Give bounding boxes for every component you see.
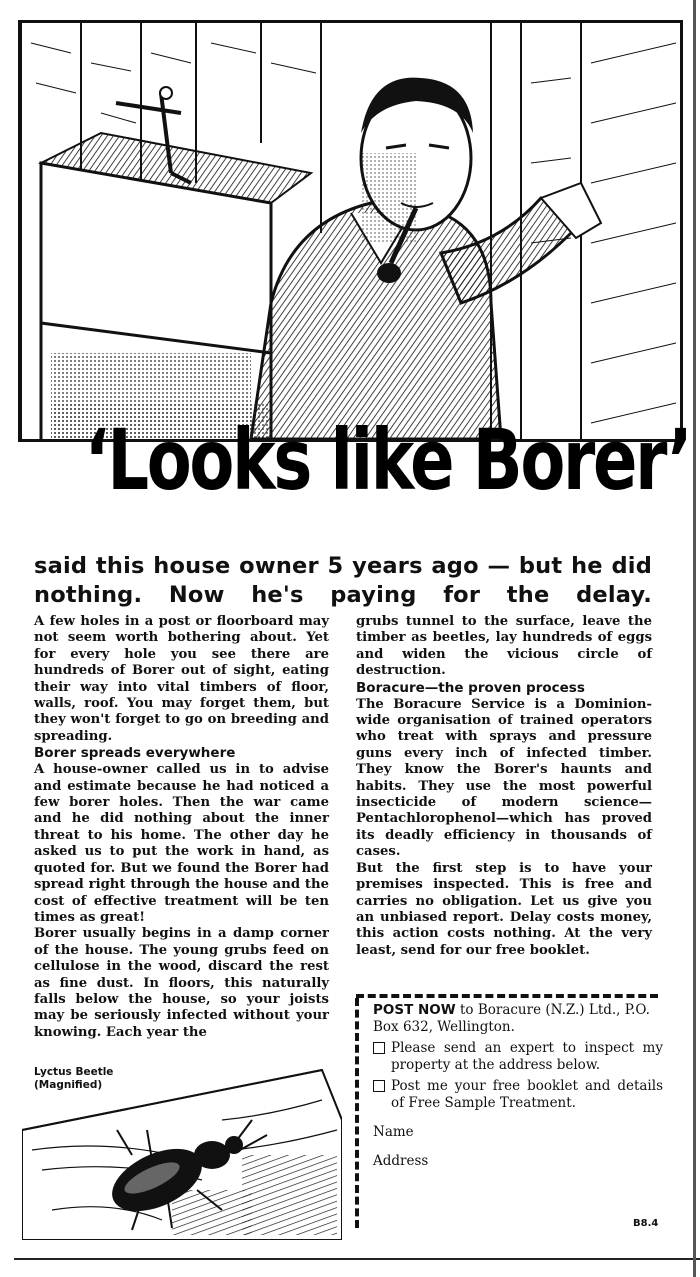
option-inspect-label: Please send an expert to inspect my property at the address below. <box>391 1040 663 1073</box>
coupon <box>373 1002 663 1170</box>
coupon-address-line: to Boracure (N.Z.) Ltd., P.O. Box 632, Wellington. <box>373 1002 650 1035</box>
house-owner-illustration <box>18 20 683 442</box>
page-edge <box>693 0 696 1277</box>
inspect-checkbox[interactable] <box>373 1042 385 1054</box>
ad-code: B8.4 <box>633 1218 659 1229</box>
right-column <box>356 614 652 959</box>
booklet-checkbox[interactable] <box>373 1080 385 1092</box>
option-booklet-label: Post me your free booklet and details of Free Sample Treatment. <box>391 1078 663 1111</box>
coupon-header <box>373 1002 663 1036</box>
post-now-label: POST NOW <box>373 1002 456 1018</box>
boracure-paragraph: The Boracure Service is a Dominion-wide organisation of trained operators who treat with sprays and pressure guns every inch of infected timber. They know the Borer's haunts and habits. They use the most powerful insecticide of modern science—Pentachlorophenol—which has proved its deadly efficiency in thousands of cases. <box>356 696 652 860</box>
name-field[interactable]: Name <box>373 1124 414 1140</box>
coupon-border-top <box>356 994 658 1002</box>
section-heading-boracure: Boracure—the proven process <box>356 679 585 696</box>
grubs-paragraph: grubs tunnel to the surface, leave the timber as beetles, lay hundreds of eggs and widen the vicious circle of destruction. <box>356 614 652 679</box>
lyctus-beetle-illustration <box>22 1060 342 1240</box>
headline: ‘Looks like Borer’ <box>84 411 691 509</box>
borer-begins-paragraph: Borer usually begins in a damp corner of the house. The young grubs feed on cellulose in the wood, discard the rest as fine dust. In floors, this naturally falls below the house, so your joists may be seriously infected without your knowing. Each year the <box>34 926 329 1040</box>
house-owner-inspecting-timber-illustration <box>21 23 680 439</box>
bottom-rule <box>14 1258 700 1260</box>
borer-spreads-paragraph: A house-owner called us in to advise and estimate because he had noticed a few borer holes. Then the war came and he did nothing about the inner threat to his home. The other day he asked us to put the work in hand, as quoted for. But we found the Borer had spread right through the house and the cost of effective treatment will be ten times as great! <box>34 762 329 925</box>
intro-paragraph: A few holes in a post or floorboard may not seem worth bothering about. Yet for every hole you see there are hundreds of Borer out of sight, eating their way into vital timbers of floor, walls, roof. You may forget them, but they won't forget to go on breeding and spreading. <box>34 614 329 744</box>
option-booklet[interactable] <box>373 1078 663 1112</box>
left-column <box>34 614 329 1041</box>
section-heading-borer-spreads: Borer spreads everywhere <box>34 745 236 762</box>
coupon-border-side <box>355 998 362 1228</box>
subheadline: said this house owner 5 years ago — but he did nothing. Now he's paying for the delay. <box>34 553 652 608</box>
first-step-paragraph: But the first step is to have your premises inspected. This is free and carries no obligation. Let us give you an unbiased report. Delay costs money, this action costs nothing. At the very least, send for our free booklet. <box>356 860 652 958</box>
option-inspect[interactable] <box>373 1040 663 1074</box>
beetle-caption: Lyctus Beetle (Magnified) <box>34 1066 114 1091</box>
address-field[interactable]: Address <box>373 1153 429 1169</box>
